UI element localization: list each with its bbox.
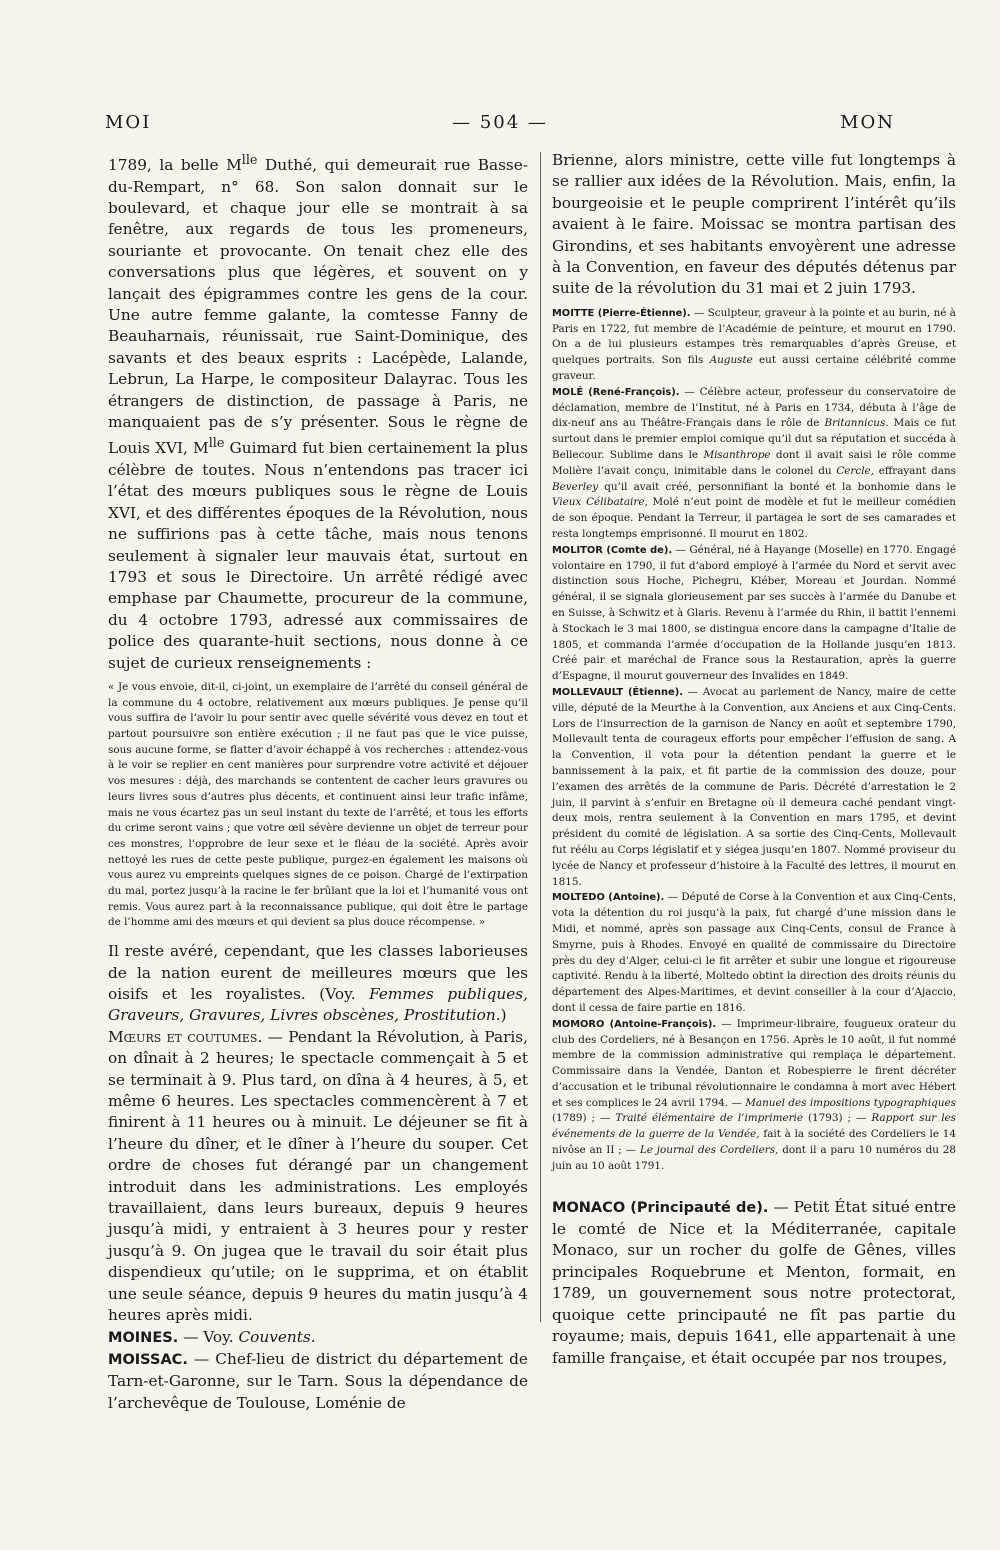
entry-headword: MOLTEDO (Antoine). — [552, 892, 665, 904]
text-run: dont il avait saisi le rôle comme Molière l’avait conçu, inimitable dans le colonel du — [552, 449, 957, 477]
text-run: — Député de Corse à la Convention et aux Cinq-Cents, vota la détention du roi jusqu’à la paix, fut chargé d’une mission dans le Midi, et nommé, après son passage aux Cinq-Cents, consul de France à Smyrne, puis à Rhodes. Envoyé en qualité de commissaire du Directoire près du dey d’Alger, celui-ci le fit arrêter et subir une longue et rigoureuse captivité. Rendu à la liberté, Moltedo obtint la direction des droits réunis du département des Alpes-Maritimes, et devint conseiller à la cour d’Ajaccio, dont il cessa de faire partie en 1816. — [552, 891, 957, 1014]
paragraph — [552, 385, 956, 543]
entry-headword: MOMORO (Antoine-François). — [552, 1018, 717, 1030]
header-left-word: MOI — [105, 112, 152, 133]
text-run: lle — [208, 436, 225, 452]
text-run: (1793) ; — — [803, 1112, 872, 1125]
text-run: effrayant dans — [873, 464, 956, 477]
text-run: (1789) ; — — [552, 1112, 616, 1125]
paragraph — [108, 941, 528, 1027]
italic-text: Rapport sur les événements de la guerre de la Vendée, — [552, 1112, 956, 1141]
section-title: Mœurs et coutumes. — [108, 1027, 263, 1046]
text-run: — Célèbre acteur, professeur du conservatoire de déclamation, membre de l’Institut, né à Paris en 1734, débuta à l’âge de dix-neuf ans au Théâtre-Français dans le rôle de — [552, 385, 956, 430]
text-run: Brienne, alors ministre, cette ville fut longtemps à se rallier aux idées de la Révolution. Mais, enfin, la bourgeoisie et le peuple comprirent l’intérêt qu’ils avaient à le faire. Moissac se montra partisan des Girondins, et ses habitants envoyèrent une adresse à la Convention, en faveur des députés détenus par suite de la révolution du 31 mai et 2 juin 1793. — [552, 151, 956, 298]
italic-text: Le journal des Cordeliers, — [639, 1144, 779, 1157]
page-number: — 504 — — [452, 112, 548, 133]
text-run: qu’il avait créé, personnifiant la bonté et la bonhomie dans le — [598, 480, 956, 493]
text-run: — Petit État situé entre le comté de Nice et la Méditerranée, capitale Monaco, sur un rocher du golfe de Gênes, villes principales Roquebrune et Menton, formait, en 1789, un gouvernement sous notre protectorat, quoique cette principauté ne fît pas partie du royaume; mais, depuis 1641, elle appartenait à une famille française, et était occupée par nos troupes, — [552, 1197, 957, 1367]
text-run: dont il a paru 10 numéros du 28 juin au 10 août 1791. — [552, 1144, 957, 1172]
paragraph — [552, 1197, 956, 1369]
text-run: « Je vous envoie, dit-il, ci-joint, un exemplaire de l’arrêté du conseil général de la commune du 4 octobre, relativement aux mœurs publiques. Je pense qu’il vous suffira de l’avoir lu pour sentir avec quelle sévérité vous devez en tout et partout poursuivre son entière exécution ; il ne faut pas que le vice puisse, sous aucune forme, se flatter d’avoir échappé à vos recherches : attendez-vous à le voir se replier en cent manières pour surprendre votre activité et déjouer vos mesures : déjà, des marchands se contentent de cacher leurs gravures ou leurs livres sous d’autres plus décents, et continuent ainsi leur trafic infâme, mais ne vous écartez pas un seul instant du texte de l’arrêté, et tous les efforts du crime seront vains ; que votre œil sévère devienne un objet de terreur pour ces monstres, l’opprobre de leur sexe et le fléau de la société. Après avoir nettoyé les rues de cette peste publique, purgez-en également les maisons où vous aurez vu empreints quelques signes de ce poison. Chargé de l’extirpation du mal, portez jusqu’à la racine le fer brûlant que la loi et l’humanité vous ont remis. Vous aurez part à la reconnaissance publique, qui doit être le partage de l’homme ami des mœurs et qui devient sa plus douce récompense. » — [108, 680, 528, 929]
paragraph — [552, 1017, 956, 1175]
entry-headword: MOLITOR (Comte de). — [552, 544, 673, 556]
header-right-word: MON — [840, 112, 895, 133]
paragraph — [108, 1027, 528, 1327]
text-run: Molé n’eut point de modèle et fut le meilleur comédien de son époque. Pendant la Terreur, il partagea le sort de ses camarades et resta longtemps emprisonné. Il mourut en 1802. — [552, 496, 956, 540]
paragraph — [108, 680, 528, 931]
italic-text: Misanthrope — [703, 449, 771, 462]
text-run: — Voy. — [178, 1327, 239, 1346]
column-divider — [540, 152, 541, 1322]
entry-headword: MOINES. — [108, 1329, 179, 1346]
paragraph — [552, 306, 956, 385]
italic-text: Vieux Célibataire, — [552, 496, 648, 509]
entry-headword: MONACO (Principauté de). — [552, 1199, 769, 1216]
text-run: fait à la société des Cordeliers le 14 nivôse an II ; — — [552, 1128, 957, 1157]
text-run: Duthé, qui demeurait rue Basse-du-Rempart, n° 68. Son salon donnait sur le boulevard, et chaque jour elle se montrait à sa fenêtre, aux regards de tous les promeneurs, souriante et provocante. On tenait chez elle des conversations plus que légères, et souvent on y lançait des épigrammes contre les gens de la cour. Une autre femme galante, la comtesse Fanny de Beauharnais, réunissait, rue Saint-Dominique, des savants et des beaux esprits : Lacépède, Lalande, Lebrun, La Harpe, le compositeur Dalayrac. Tous les étrangers de distinction, de passage à Paris, ne manquaient pas de s’y présenter. Sous le règne de Louis XVI, M — [108, 156, 528, 458]
italic-text: Auguste — [709, 354, 753, 367]
running-header — [105, 112, 895, 140]
entry-headword: MOISSAC. — [108, 1351, 188, 1368]
italic-text: Beverley — [552, 480, 599, 493]
text-run: 1789, la belle M — [108, 156, 242, 175]
italic-text: Britannicus. — [824, 417, 889, 430]
entry-headword: MOLÉ (René-François). — [552, 386, 680, 398]
text-run: eut aussi certaine célébrité comme graveur. — [552, 354, 956, 383]
left-column — [108, 150, 528, 1414]
paragraph — [108, 1327, 528, 1349]
text-run: — Avocat au parlement de Nancy, maire de cette ville, député de la Meurthe à la Convention, aux Anciens et aux Cinq-Cents. Lors de l’insurrection de la garnison de Nancy en août et septembre 1790, Mollevault tenta de courageux efforts pour empêcher l’effusion de sang. A la Convention, il vota pour la détention pendant la guerre et le bannissement à la paix, et fit partie de la commission des douze, pour l’examen des arrêtés de la commune de Paris. Décrété d’arrestation le 2 juin, il parvint à s’enfuir en Bretagne où il demeura caché pendant vingt-deux mois, rentra seulement à la Convention en mars 1795, et devint président du comité de législation. A sa sortie des Cinq-Cents, Mollevault fut réélu au Corps législatif et y siégea jusqu’en 1807. Nommé proviseur du lycée de Nancy et professeur d’histoire à la Faculté des lettres, il mourut en 1815. — [552, 685, 957, 888]
italic-text: Traité élémentaire de l’imprimerie — [615, 1112, 804, 1125]
text-run: Guimard fut bien certainement la plus célèbre de toutes. Nous n’entendons pas tracer ici l’état des mœurs publiques sous le règne de Louis XVI, et des différentes époques de la Révolution, nous ne suffirions pas à cette tâche, mais nous tenons seulement à signaler leur mauvais état, surtout en 1793 et sous le Directoire. Un arrêté rédigé avec emphase par Chaumette, procureur de la commune, du 4 octobre 1793, adressé aux commissaires de police des quarante-huit sections, nous donne à ce sujet de curieux renseignements : — [108, 439, 528, 672]
italic-text: Couvents. — [238, 1327, 316, 1346]
text-run: — Imprimeur-libraire, fougueux orateur du club des Cordeliers, né à Besançon en 1756. Après le 10 août, il fut nommé membre de la commission administrative qui remplaça le département. Commissaire dans la Vendée, Danton et Robespierre le firent décréter d’accusation et le tribunal révolutionnaire le condamna à mort avec Hébert et ses complices le 24 avril 1794. — — [552, 1017, 956, 1109]
text-run: Mais ce fut surtout dans le premier emploi comique qu’il dut sa réputation et succéda à Bellecour. Sublime dans le — [552, 417, 956, 462]
right-column — [552, 150, 956, 1369]
paragraph — [552, 150, 956, 300]
paragraph — [552, 543, 956, 685]
italic-text: Cercle, — [836, 464, 874, 477]
paragraph — [108, 150, 528, 674]
text-run: Il reste avéré, cependant, que les classes laborieuses de la nation eurent de meilleures mœurs que les oisifs et les royalistes. (Voy. — [108, 942, 528, 1003]
paragraph — [552, 685, 956, 890]
paragraph — [108, 1349, 528, 1414]
text-run: ) — [500, 1006, 507, 1025]
text-run: — Pendant la Révolution, à Paris, on dînait à 2 heures; le spectacle commençait à 5 et se terminait à 9. Plus tard, on dîna à 4 heures, à 5, et même 6 heures. Les spectacles commencèrent à 7 et finirent à 11 heures ou à minuit. Le déjeuner se fit à l’heure du dîner, et le dîner à l’heure du souper. Cet ordre de choses fut dérangé par un changement introduit dans les administrations. Les employés travaillaient, dans leurs bureaux, depuis 9 heures jusqu’à midi, y entraient à 3 heures pour y rester jusqu’à 9. On jugea que le travail du soir était plus dispendieux qu’utile; on le supprima, et on établit une seule séance, depuis 9 heures du matin jusqu’à 4 heures après midi. — [108, 1027, 529, 1325]
text-run: lle — [241, 153, 258, 168]
entry-headword: MOITTE (Pierre-Étienne). — [552, 307, 691, 319]
italic-text: Femmes publiques, Graveurs, Gravures, Livres obscènes, Prostitution. — [108, 985, 528, 1025]
paragraph — [552, 890, 956, 1016]
italic-text: Manuel des impositions typographiques — [745, 1096, 956, 1109]
text-run: — Sculpteur, graveur à la pointe et au burin, né à Paris en 1722, fut membre de l’Académie de peinture, et mourut en 1790. On a de lui plusieurs estampes très remarquables d’après Greuse, et quelques portraits. Son fils — [552, 306, 956, 367]
text-run: — Général, né à Hayange (Moselle) en 1770. Engagé volontaire en 1790, il fut d’abord employé à l’armée du Nord et servit avec distinction sous Hoche, Pichegru, Kléber, Moreau et Jourdan. Nommé général, il se signala glorieusement par ses succès à l’armée du Danube et en Suisse, à Schwitz et à Glaris. Revenu à l’armée du Rhin, il battit l’ennemi à Stockach le 3 mai 1800, se distingua encore dans la campagne d’Italie de 1805, et commanda l’armée d’occupation de la Hollande jusqu’en 1813. Créé pair et maréchal de France sous la Restauration, après la guerre d’Espagne, il mourut gouverneur des Invalides en 1849. — [552, 543, 956, 683]
text-run: — Chef-lieu de district du département de Tarn-et-Garonne, sur le Tarn. Sous la dépendance de l’archevêque de Toulouse, Loménie de — [108, 1349, 528, 1412]
entry-headword: MOLLEVAULT (Étienne). — [552, 686, 683, 698]
